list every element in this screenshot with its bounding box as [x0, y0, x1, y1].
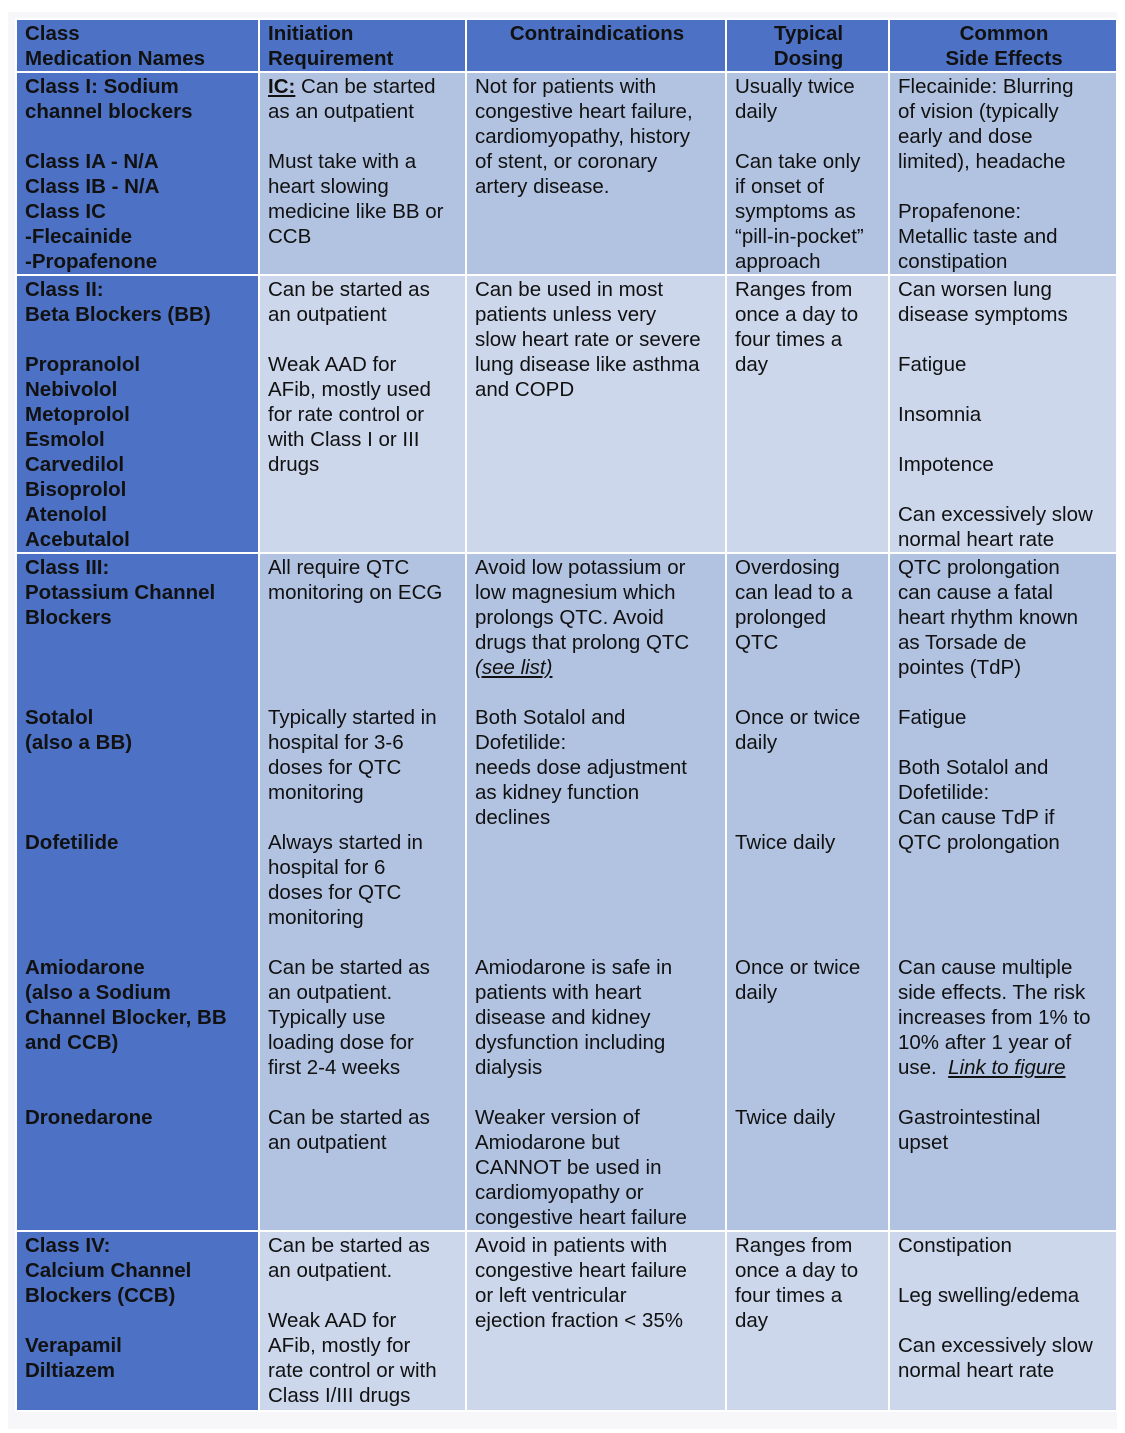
class-4-side-effects: Constipation Leg swelling/edema Can excessively slow normal heart rate	[889, 1231, 1117, 1411]
class-4-names: Class IV: Calcium Channel Blockers (CCB) Verapamil Diltiazem	[16, 1231, 259, 1411]
header-side-effects: Common Side Effects	[889, 19, 1117, 72]
class-3-initiation: All require QTC monitoring on ECG Typically started in hospital for 3-6 doses for QTC monitoring Always started in hospital for 6 doses for QTC monitoring Can be started as an outpatient. Typically use loading dose for first 2-4 weeks Can be started as an outpatient	[259, 553, 466, 1231]
header-contraindications: Contraindications	[466, 19, 726, 72]
class-1-names: Class I: Sodium channel blockers Class IA - N/A Class IB - N/A Class IC -Flecainide -Propafenone	[16, 72, 259, 275]
class-4-initiation: Can be started as an outpatient. Weak AAD for AFib, mostly for rate control or with Class I/III drugs	[259, 1231, 466, 1411]
header-class-names: Class Medication Names	[16, 19, 259, 72]
see-list-link[interactable]: (see list)	[475, 656, 553, 679]
dronedarone-name: Dronedarone	[25, 1106, 153, 1129]
class-1-initiation: IC: Can be started as an outpatient Must take with a heart slowing medicine like BB or CCB	[259, 72, 466, 275]
class-4-contraindications: Avoid in patients with congestive heart failure or left ventricular ejection fraction < 35%	[466, 1231, 726, 1411]
header-row	[16, 19, 1117, 72]
class-1-dosing: Usually twice daily Can take only if onset of symptoms as “pill-in-pocket” approach	[726, 72, 889, 275]
class-2-initiation: Can be started as an outpatient Weak AAD for AFib, mostly used for rate control or with Class I or III drugs	[259, 275, 466, 553]
class-2-contraindications: Can be used in most patients unless very slow heart rate or severe lung disease like asthma and COPD	[466, 275, 726, 553]
class-1-row	[16, 72, 1117, 275]
class-1-ic-label: IC:	[268, 75, 296, 98]
antiarrhythmic-drug-table	[15, 18, 1118, 1412]
class-1-contraindications: Not for patients with congestive heart failure, cardiomyopathy, history of stent, or coronary artery disease.	[466, 72, 726, 275]
class-2-side-effects: Can worsen lung disease symptoms Fatigue Insomnia Impotence Can excessively slow normal heart rate	[889, 275, 1117, 553]
class-2-row	[16, 275, 1117, 553]
header-typical-dosing: Typical Dosing	[726, 19, 889, 72]
header-initiation: Initiation Requirement	[259, 19, 466, 72]
class-3-names: Class III: Potassium Channel Blockers Sotalol (also a BB) Dofetilide Amiodarone (also a Sodium Channel Blocker, BB and CCB) Dronedarone	[16, 553, 259, 1231]
class-3-side-effects: QTC prolongation can cause a fatal heart rhythm known as Torsade de pointes (TdP) Fatigue Both Sotalol and Dofetilide: Can cause TdP if QTC prolongation Can cause multiple side effects. The risk increases from 1% to 10% after 1 year of use. Link to figure Gastrointestinal upset	[889, 553, 1117, 1231]
class-3-row	[16, 553, 1117, 1231]
amiodarone-name: Amiodarone (also a Sodium Channel Blocker, BB and CCB)	[25, 956, 227, 1054]
dofetilide-name: Dofetilide	[25, 831, 119, 854]
class-2-dosing: Ranges from once a day to four times a day	[726, 275, 889, 553]
class-1-side-effects: Flecainide: Blurring of vision (typically early and dose limited), headache Propafenone: Metallic taste and constipation	[889, 72, 1117, 275]
class-4-dosing: Ranges from once a day to four times a day	[726, 1231, 889, 1411]
class-2-names: Class II: Beta Blockers (BB) Propranolol Nebivolol Metoprolol Esmolol Carvedilol Bisoprolol Atenolol Acebutalol	[16, 275, 259, 553]
class-4-row	[16, 1231, 1117, 1411]
class-3-dosing: Overdosing can lead to a prolonged QTC Once or twice daily Twice daily Once or twice daily Twice daily	[726, 553, 889, 1231]
sotalol-name: Sotalol (also a BB)	[25, 706, 133, 754]
link-to-figure[interactable]: Link to figure	[948, 1056, 1066, 1079]
class-3-contraindications: Avoid low potassium or low magnesium which prolongs QTC. Avoid drugs that prolong QTC (see list) Both Sotalol and Dofetilide: needs dose adjustment as kidney function declines Amiodarone is safe in patients with heart disease and kidney dysfunction including dialysis Weaker version of Amiodarone but CANNOT be used in cardiomyopathy or congestive heart failure	[466, 553, 726, 1231]
